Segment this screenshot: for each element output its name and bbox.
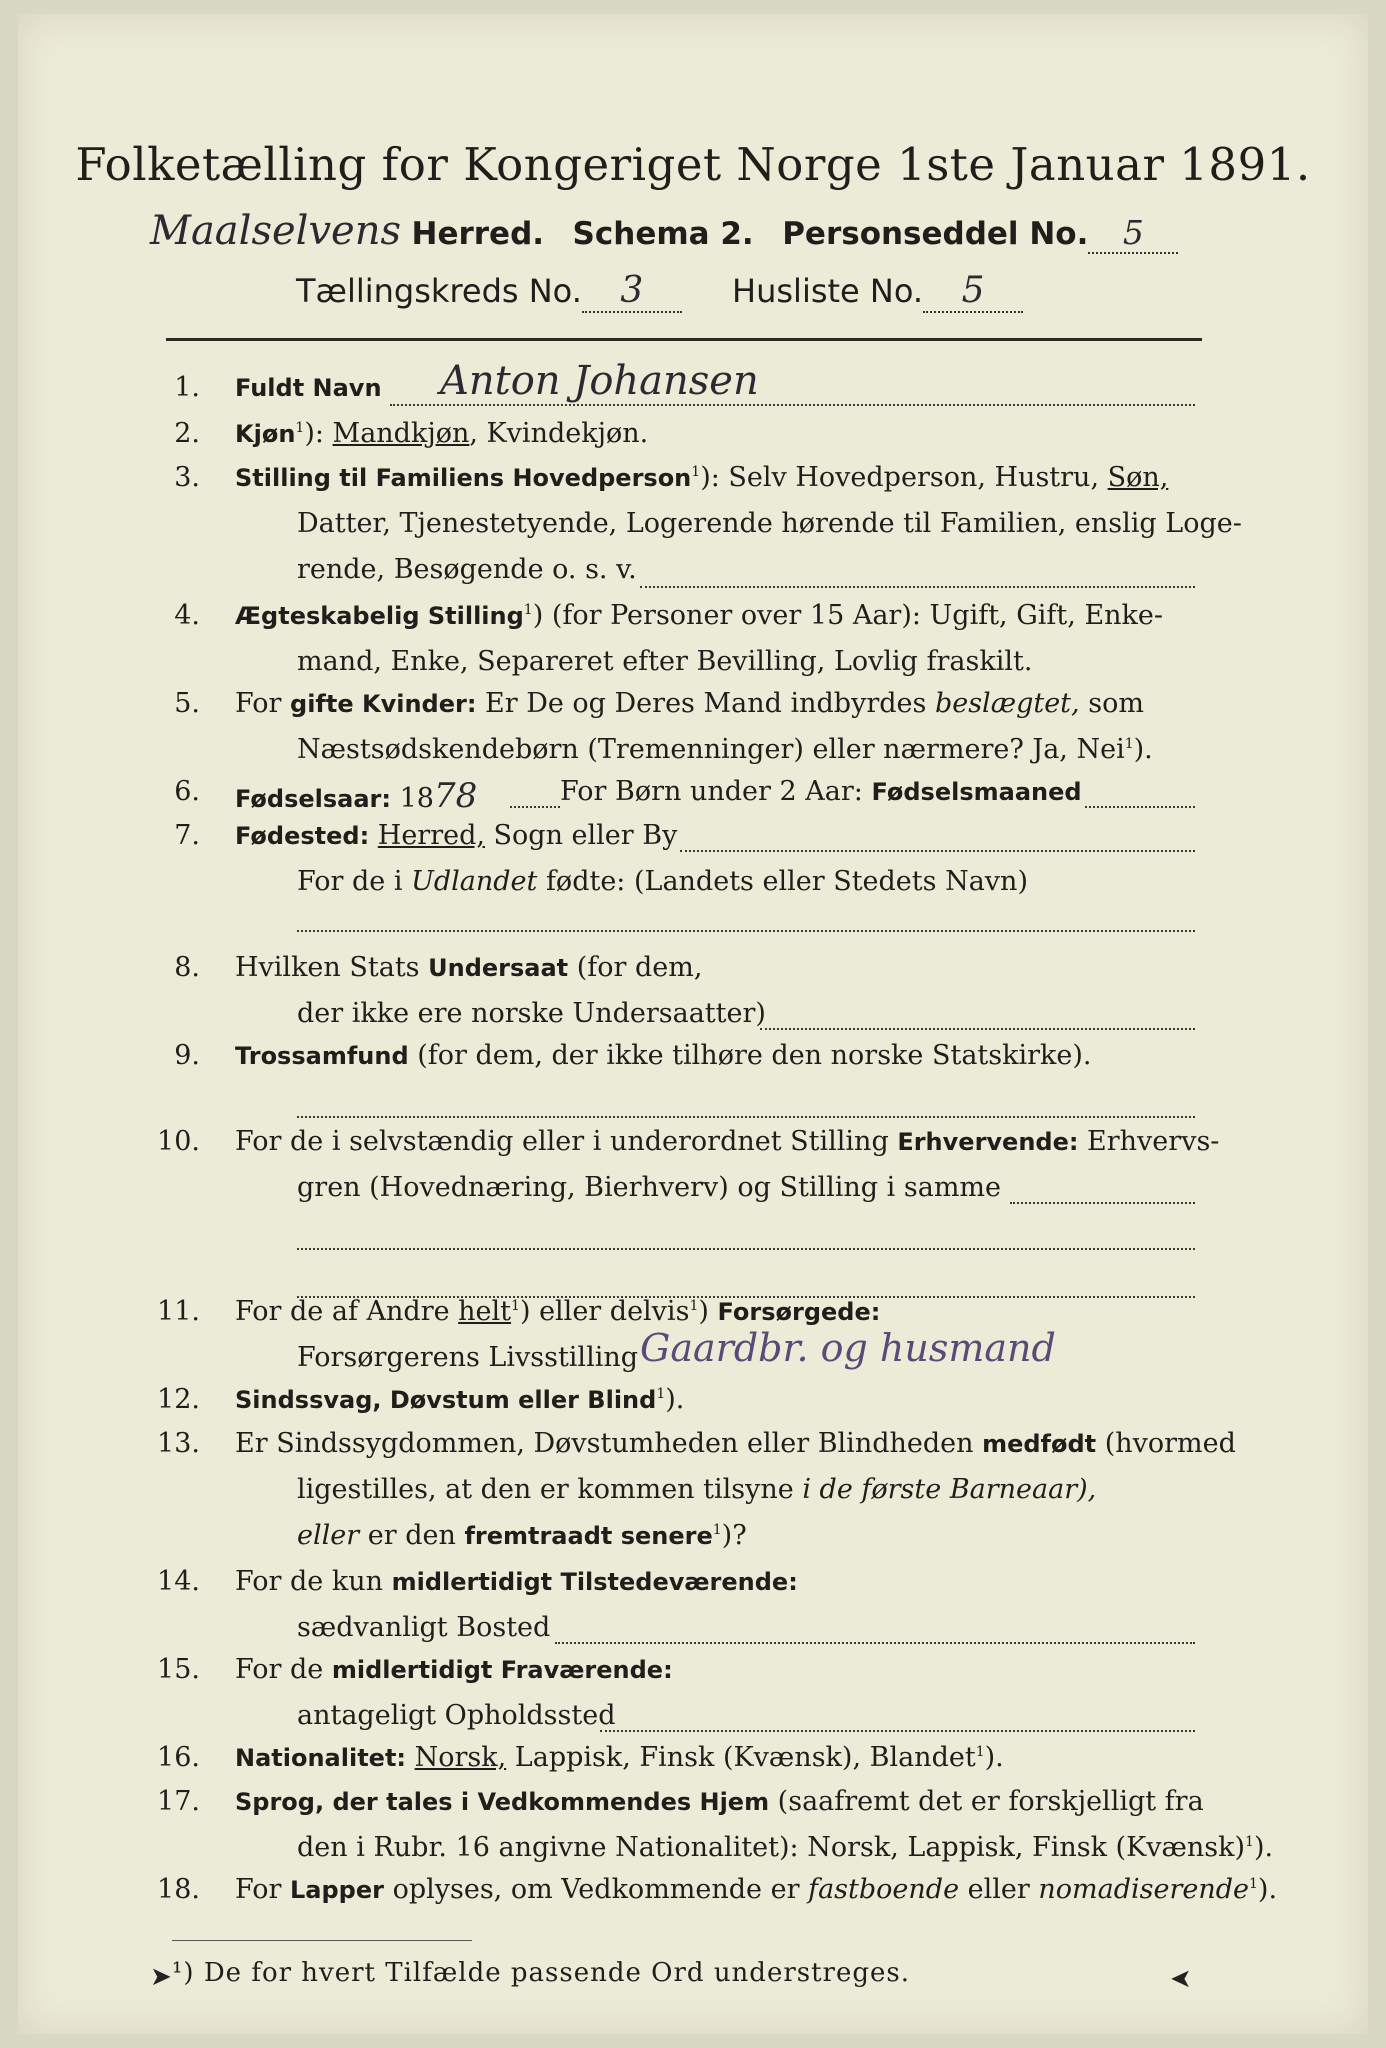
footnote-rule bbox=[172, 1940, 472, 1941]
header-rule bbox=[166, 338, 1202, 341]
item-number: 2. bbox=[174, 418, 200, 449]
marked-answer: Herred, bbox=[377, 820, 485, 851]
provider-occupation-value: Gaardbr. og husmand bbox=[640, 1326, 1056, 1370]
full-name-value: Anton Johansen bbox=[440, 358, 759, 404]
personseddel-no: 5 bbox=[1088, 213, 1178, 254]
item-3: 3. Stilling til Familiens Hovedperson$^1$): Selv Hovedperson, Hustru, Søn, Datter, Tjenestetyende, Logerende hørende til Familien, enslig Loge- rende, Besøgende o. s. v. bbox=[140, 462, 1210, 592]
marked-answer: Norsk, bbox=[414, 1742, 507, 1773]
marked-answer: helt bbox=[458, 1296, 512, 1327]
item-number: 1. bbox=[174, 372, 200, 403]
herred-name: Maalselvens bbox=[150, 208, 401, 254]
husliste-no: 5 bbox=[923, 270, 1023, 313]
schema-label: Schema 2. bbox=[572, 216, 754, 252]
footnote: ¹) De for hvert Tilfælde passende Ord understreges. bbox=[172, 1958, 911, 1988]
kreds-label: Tællingskreds No. bbox=[296, 272, 582, 310]
item-label: Fuldt Navn bbox=[235, 374, 382, 402]
husliste-label: Husliste No. bbox=[732, 272, 924, 310]
form-title: Folketælling for Kongeriget Norge 1ste Januar 1891. bbox=[75, 138, 1311, 191]
herred-label: Herred. bbox=[411, 216, 545, 252]
kreds-no: 3 bbox=[582, 270, 682, 313]
marked-answer: Søn, bbox=[1107, 462, 1169, 493]
herred-line bbox=[150, 208, 1178, 254]
corner-mark-icon: ➤ bbox=[150, 1962, 172, 1992]
fill-line bbox=[390, 404, 1195, 406]
birth-year-value: 78 bbox=[433, 776, 478, 816]
kreds-line bbox=[296, 270, 1023, 313]
personseddel-label: Personseddel No. bbox=[782, 216, 1089, 252]
marked-answer: Mandkjøn bbox=[332, 418, 470, 449]
corner-mark-icon: ➤ bbox=[1170, 1964, 1192, 1994]
